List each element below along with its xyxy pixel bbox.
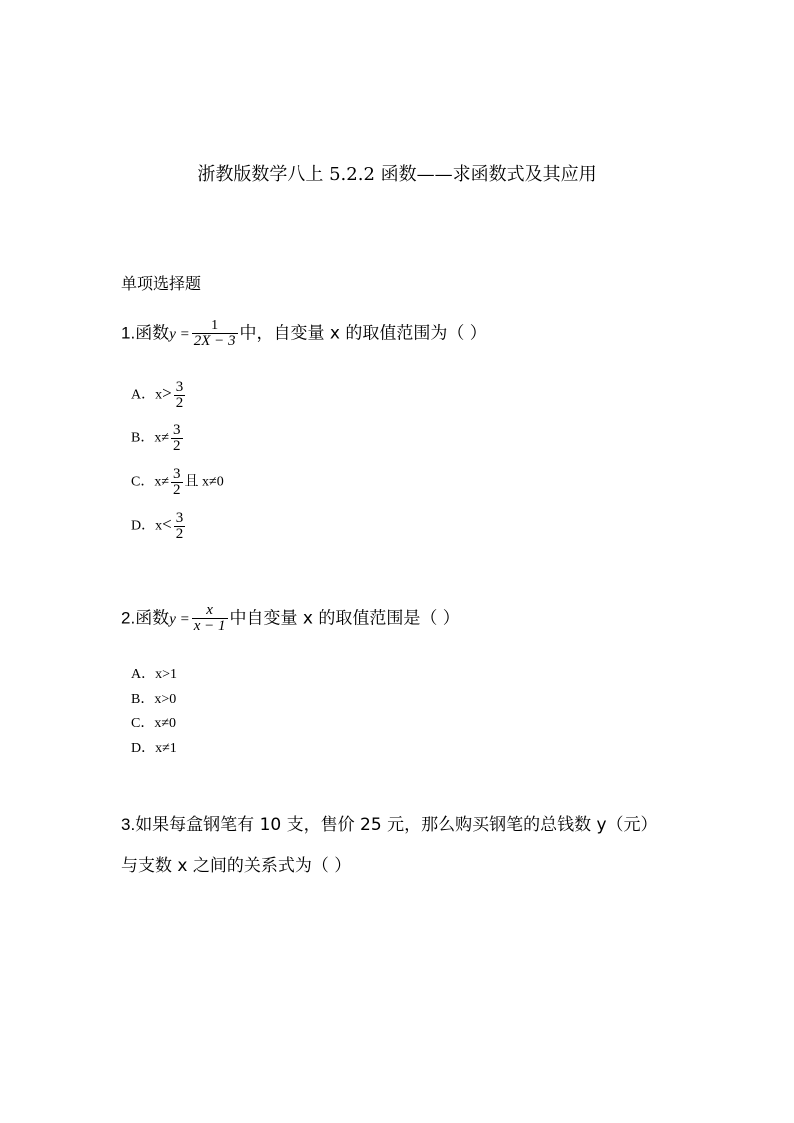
option-fraction	[174, 380, 186, 411]
question-2-lhs: y =	[169, 611, 190, 628]
q2-option-c: C．x≠0	[131, 716, 177, 731]
question-1-fraction-numerator: 1	[211, 318, 219, 333]
question-3	[121, 810, 658, 835]
option-fraction-denominator: 2	[175, 395, 184, 411]
question-3-number: 3.	[121, 815, 136, 834]
q1-option-d	[131, 511, 187, 542]
question-2-fraction-denominator: x − 1	[193, 618, 226, 634]
option-fraction-numerator: 3	[175, 510, 184, 526]
question-1-number: 1.	[121, 323, 136, 343]
option-label: B．x≠	[131, 430, 170, 446]
question-2	[121, 603, 460, 634]
question-3-line-1: 如果每盒钢笔有 10 支，售价 25 元，那么购买钢笔的总钱数 y（元）	[135, 815, 658, 835]
q2-option-a: A．x>1	[131, 667, 178, 682]
option-fraction-denominator: 2	[173, 482, 181, 498]
option-symbol: <	[162, 514, 172, 534]
option-label: D．x	[131, 518, 163, 534]
question-2-fraction	[192, 603, 228, 634]
question-2-fraction-numerator: x	[206, 602, 213, 618]
option-symbol: >	[162, 383, 172, 403]
question-1	[121, 318, 487, 349]
q1-option-a	[131, 380, 187, 411]
option-label: A．x	[131, 387, 163, 403]
question-1-fraction-denominator: 2X − 3	[193, 333, 236, 349]
option-fraction-numerator: 3	[175, 379, 184, 395]
option-label: C．x≠	[131, 474, 170, 490]
option-fraction	[174, 511, 186, 542]
document-title: 浙教版数学八上 5.2.2 函数——求函数式及其应用	[197, 164, 597, 185]
q2-option-d: D．x≠1	[131, 741, 177, 756]
question-2-number: 2.	[121, 608, 136, 628]
question-1-lhs: y =	[169, 326, 190, 343]
option-tail: 且 x≠0	[184, 474, 224, 490]
question-1-text: 中，自变量 x 的取值范围为（ ）	[239, 323, 487, 344]
option-fraction	[171, 467, 183, 498]
option-fraction	[171, 423, 183, 454]
q1-option-b	[131, 423, 185, 454]
option-fraction-numerator: 3	[173, 466, 181, 482]
option-fraction-denominator: 2	[173, 438, 181, 454]
question-1-prefix: 函数	[135, 323, 170, 344]
question-2-text: 中自变量 x 的取值范围是（ ）	[229, 608, 460, 629]
question-2-prefix: 函数	[135, 608, 170, 629]
option-fraction-denominator: 2	[175, 526, 184, 542]
question-3-line-2: 与支数 x 之间的关系式为（ ）	[121, 856, 352, 876]
q1-option-c	[131, 467, 224, 498]
question-1-fraction	[192, 318, 238, 349]
option-fraction-numerator: 3	[173, 422, 181, 438]
section-heading: 单项选择题	[121, 274, 202, 293]
q2-option-b: B．x>0	[131, 692, 177, 707]
